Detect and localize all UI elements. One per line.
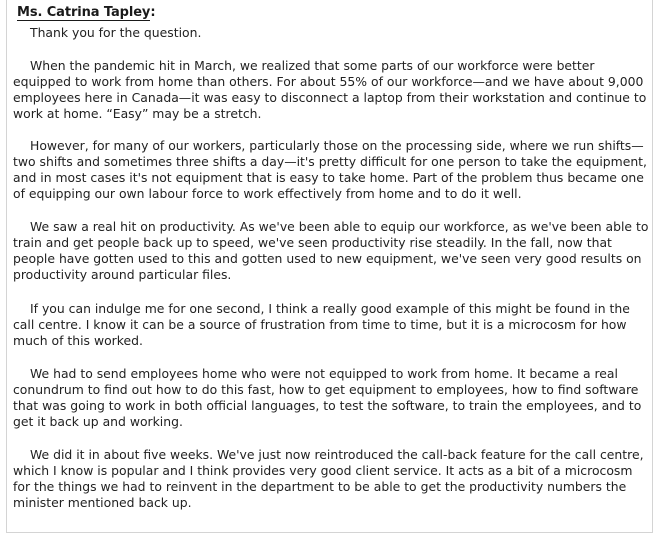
speaker-colon: : [150, 5, 156, 20]
transcript-paragraph: We saw a real hit on productivity. As we've been able to equip our workforce, as we've been able to train and get people back up to speed, we've seen productivity rise steadily. In the fall, now that people have gotten used to this and gotten used to new equipment, we've seen very good results on productivity around particular files. [13, 219, 649, 282]
speaker-heading [17, 4, 155, 22]
transcript-paragraph: If you can indulge me for one second, I think a really good example of this might be found in the call centre. I know it can be a source of frustration from time to time, but it is a microcosm for how much of this worked. [13, 301, 630, 348]
transcript-paragraph: Thank you for the question. [30, 25, 202, 40]
transcript-paragraph: When the pandemic hit in March, we realized that some parts of our workforce were better equipped to work from home than others. For about 55% of our workforce—and we have about 9,000 employees here in Canada—it was easy to disconnect a laptop from their workstation and continue to work at home. “Easy” may be a stretch. [13, 58, 647, 121]
transcript-paragraph: We did it in about five weeks. We've just now reintroduced the call-back feature for the call centre, which I know is popular and I think provides very good client service. It acts as a bit of a microcosm for the things we had to reinvent in the department to be able to get the productivity numbers the minister mentioned back up. [13, 447, 644, 510]
transcript-paragraph: We had to send employees home who were not equipped to work from home. It became a real conundrum to find out how to do this fast, how to get equipment to employees, how to find software that was going to work in both official languages, to test the software, to train the employees, and to get it back up and working. [13, 366, 642, 429]
speaker-name: Ms. Catrina Tapley [17, 5, 151, 20]
transcript-paragraph: However, for many of our workers, particularly those on the processing side, where we run shifts—two shifts and sometimes three shifts a day—it's pretty difficult for one person to take the equipment, and in most cases it's not equipment that is easy to take home. Part of the problem thus became one of equipping our own labour force to work effectively from home and to do it well. [13, 138, 647, 201]
